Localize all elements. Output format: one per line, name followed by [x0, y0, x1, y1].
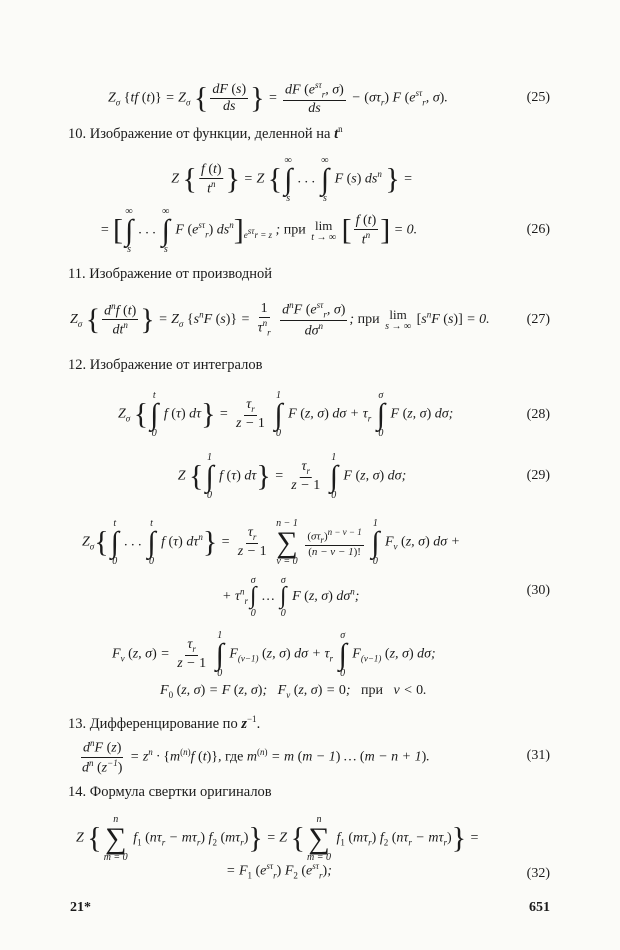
heading-10-var: t	[334, 125, 339, 142]
heading-12-text: Изображение от интегралов	[89, 357, 263, 373]
equation-f-zero: $F_0$ (z, σ) = F (z, σ); $F_\nu$ (z, σ) = 0; при ν < 0.	[160, 683, 427, 700]
heading-10	[68, 124, 343, 143]
equation-25: $Z_\sigma$ {tf $(t)\} = Z_\sigma$ { $\frac{dF (s)}{ds}$ } = $\frac{dF (e^{s\tau}_r, \sigma)}{ds}$ − $(\sigma\tau_r)$ F ($e^{s\tau}_r$, σ).	[108, 80, 448, 116]
heading-13-sup: −1	[246, 714, 257, 724]
heading-13-text: Дифференцирование по	[89, 715, 238, 732]
equation-number-29: (29)	[526, 468, 550, 483]
equation-f-nu: $F_\nu$ (z, σ) = $\frac{\tau_r}{z - 1}$ 1 ∫ 0 $F_{(\nu-1)}$ (z, σ) $d\sigma + \tau_r$ σ ∫ 0 $F_{(\nu-1)}$ (z, σ) dσ;	[112, 630, 436, 679]
heading-14-text: Формула свертки оригиналов	[89, 784, 272, 800]
equation-number-32: (32)	[526, 866, 550, 881]
equation-number-28: (28)	[526, 407, 550, 422]
equation-31: $\frac{d^nF (z)}{d^n (z^{-1})}$ = $z^n \cdot \{m^{(n)}f$ (t)}, где $m^{(n)} = m$ (m − 1) … (m − n + 1).	[82, 738, 430, 776]
eq30-where: при	[361, 683, 383, 698]
heading-11-text: Изображение от производной	[89, 266, 272, 282]
heading-13-var: z	[241, 715, 247, 732]
eq27-where: при	[357, 311, 380, 327]
heading-10-num: 10.	[68, 125, 87, 142]
equation-29: Z { 1 ∫ 0 f (τ) dτ} = $\frac{\tau_r}{z - 1}$ 1 ∫ 0 F (z, σ) dσ;	[177, 452, 407, 501]
equation-number-25: (25)	[526, 90, 550, 105]
eq26-lim: lim	[314, 217, 333, 233]
page-number: 651	[529, 900, 550, 915]
equation-27: $Z_\sigma$ { $\frac{d^nf (t)}{dt^n}$ } = $Z_\sigma$ {$s^nF$ (s)} = $\frac{1}{\tau^n_r}$ $\frac{d^nF (e^{s\tau}_r, \sigma)}{d\sigma^n}$ ; при lim s → ∞ [$s^nF$ (s)] = 0.	[70, 300, 490, 339]
equation-30-line-1: $Z_\sigma${ t ∫ 0 . . . t ∫ 0 f (τ) $d\tau^n$} = $\frac{\tau_r}{z - 1}$ n − 1 ∑ ν = 0 $\frac{(\sigma\tau_r)^{n - \nu - 1}}{(n - \nu - 1)!}$ 1 ∫ 0 $F_\nu$ (z, σ) dσ +	[82, 518, 461, 567]
heading-13-tail: .	[256, 715, 261, 732]
equation-26-line-1: Z { $\frac{f (t)}{t^n}$ } = Z { ∞ ∫ s . . . ∞ ∫ s F (s) $ds^n$ } =	[171, 155, 413, 204]
equation-number-26: (26)	[526, 222, 550, 237]
heading-11	[68, 266, 272, 283]
heading-10-sup: n	[338, 124, 343, 134]
equation-28: $Z_\sigma$ { t ∫ 0 f (τ) dτ} = $\frac{\tau_r}{z - 1}$ 1 ∫ 0 F (z, σ) $d\sigma + \tau_r$ σ ∫ 0 F (z, σ) dσ;	[118, 390, 454, 439]
heading-12-num: 12.	[68, 357, 87, 373]
eq27-lim: lim	[389, 306, 407, 322]
heading-10-text: Изображение от функции, деленной на	[89, 125, 331, 142]
equation-number-31: (31)	[526, 748, 550, 763]
equation-26-line-2: = [ ∞ ∫ s . . . ∞ ∫ s F $(e^{s\tau}_r)$ $ds^n]_{e^{s\tau}r = z}$ ; при lim t → ∞ [ $\frac{f (t)}{t^n}$ ] = 0.	[100, 206, 418, 255]
heading-11-num: 11.	[68, 266, 86, 282]
heading-13	[68, 714, 260, 733]
folio-left: 21*	[70, 900, 91, 915]
equation-30-line-2: + $\tau^n_r$ σ ∫ 0 … σ ∫ 0 F (z, σ) $d\sigma^n$;	[222, 575, 360, 619]
eq26-where: при	[283, 222, 306, 238]
equation-number-27: (27)	[526, 312, 550, 327]
heading-14-num: 14.	[68, 784, 87, 800]
heading-13-num: 13.	[68, 715, 87, 732]
equation-32-line-2: = $F_1$ $(e^{s\tau}_r)$ $F_2$ $(e^{s\tau}_r)$;	[226, 861, 332, 881]
heading-12	[68, 357, 262, 374]
equation-32-line-1: Z { n ∑ m = 0 $f_1$ $(n\tau_r - m\tau_r)$ $f_2$ $(m\tau_r)\} = Z$ { n ∑ m = 0 $f_1$ $(m\tau_r)$ $f_2$ $(n\tau_r - m\tau_r)$} =	[76, 814, 480, 863]
heading-14	[68, 784, 272, 801]
equation-number-30: (30)	[526, 583, 550, 598]
eq31-where: где	[224, 749, 244, 765]
